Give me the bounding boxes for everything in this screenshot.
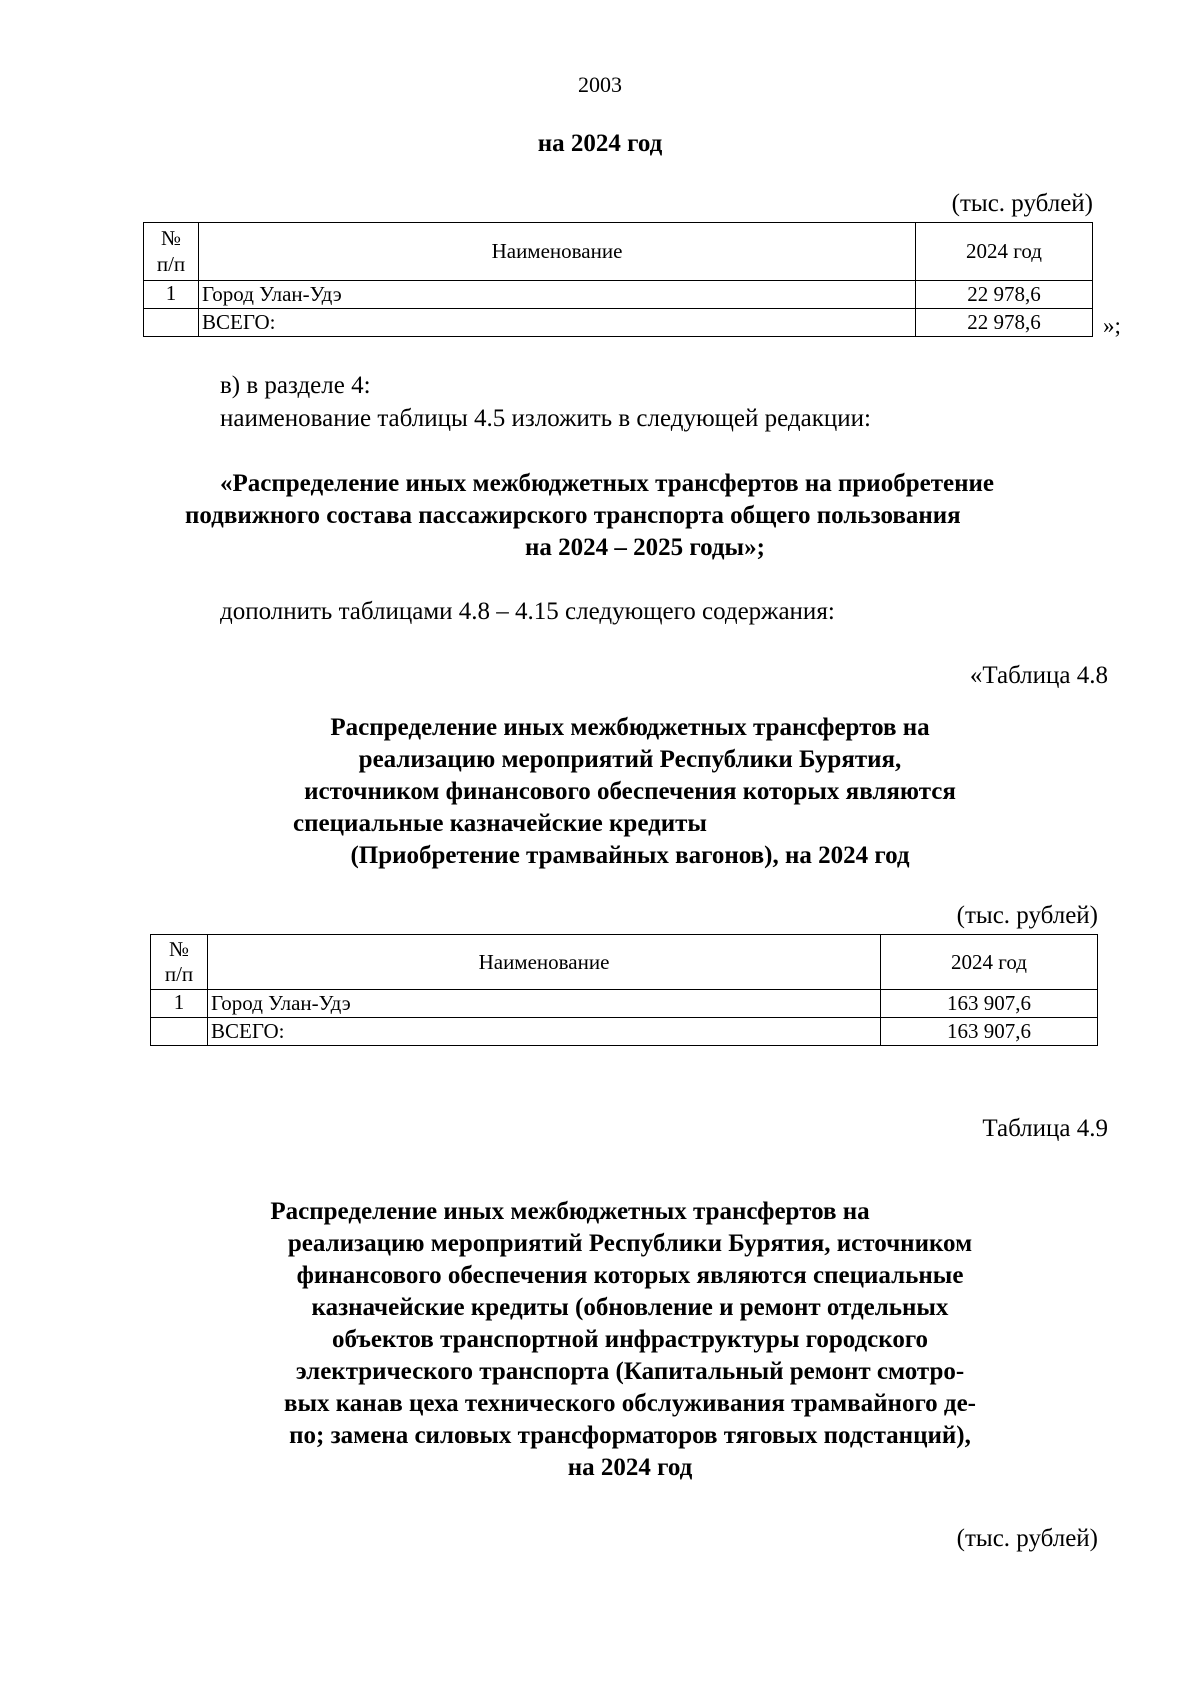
row-num: 1 bbox=[151, 990, 208, 1018]
title-line: (Приобретение трамвайных вагонов), на 2024 год bbox=[350, 842, 910, 869]
header-name: Наименование bbox=[199, 223, 916, 281]
units-label-top: (тыс. рублей) bbox=[951, 190, 1093, 217]
title-line: источником финансового обеспечения которых являются bbox=[304, 778, 956, 805]
title-line: реализацию мероприятий Республики Бурятия, bbox=[358, 746, 902, 773]
table-4-8-label: «Таблица 4.8 bbox=[969, 662, 1108, 689]
row-num bbox=[144, 309, 199, 337]
header-name: Наименование bbox=[208, 935, 881, 990]
title-line: Распределение иных межбюджетных трансфертов на bbox=[330, 714, 930, 741]
row-value: 163 907,6 bbox=[881, 990, 1098, 1018]
section-heading: на 2024 год bbox=[537, 130, 663, 157]
amendment-line-3: дополнить таблицами 4.8 – 4.15 следующего содержания: bbox=[220, 598, 835, 625]
allocation-table-top bbox=[143, 222, 1093, 337]
table-4-9-label: Таблица 4.9 bbox=[982, 1115, 1108, 1142]
table-4-9-title bbox=[0, 1196, 1200, 1484]
row-value: 22 978,6 bbox=[916, 281, 1093, 309]
amendment-line-2: наименование таблицы 4.5 изложить в следующей редакции: bbox=[220, 405, 871, 432]
quoted-title-line: подвижного состава пассажирского транспорта общего пользования bbox=[185, 502, 961, 529]
row-value: 22 978,6 bbox=[916, 309, 1093, 337]
title-line: реализацию мероприятий Республики Бурятия, источником bbox=[287, 1230, 973, 1257]
header-num bbox=[144, 223, 199, 281]
quoted-title-line: на 2024 – 2025 годы»; bbox=[525, 534, 765, 561]
title-line: по; замена силовых трансформаторов тяговых подстанций), bbox=[289, 1422, 971, 1449]
row-value: 163 907,6 bbox=[881, 1018, 1098, 1046]
header-num-text: п/п bbox=[156, 251, 186, 276]
title-line: электрического транспорта (Капитальный ремонт смотро- bbox=[295, 1358, 965, 1385]
header-num-text: п/п bbox=[164, 962, 194, 986]
row-name: ВСЕГО: bbox=[208, 1018, 881, 1046]
row-name: Город Улан-Удэ bbox=[199, 281, 916, 309]
row-name: ВСЕГО: bbox=[199, 309, 916, 337]
quoted-title bbox=[0, 468, 1200, 564]
table-row bbox=[151, 990, 1098, 1018]
header-year: 2024 год bbox=[916, 223, 1093, 281]
row-num bbox=[151, 1018, 208, 1046]
units-label-4-8: (тыс. рублей) bbox=[956, 902, 1098, 929]
title-line: Распределение иных межбюджетных трансфертов на bbox=[270, 1198, 870, 1225]
title-line: казначейские кредиты (обновление и ремонт отдельных bbox=[311, 1294, 949, 1321]
header-year: 2024 год bbox=[881, 935, 1098, 990]
title-line: на 2024 год bbox=[567, 1454, 693, 1481]
title-line: объектов транспортной инфраструктуры городского bbox=[331, 1326, 929, 1353]
table-row bbox=[151, 1018, 1098, 1046]
units-label-4-9: (тыс. рублей) bbox=[956, 1525, 1098, 1552]
row-num: 1 bbox=[144, 281, 199, 309]
table-4-8-title bbox=[0, 712, 1200, 872]
page-number: 2003 bbox=[578, 72, 622, 97]
table-row bbox=[144, 281, 1093, 309]
amendment-line-1: в) в разделе 4: bbox=[220, 372, 371, 399]
title-line: специальные казначейские кредиты bbox=[293, 810, 707, 837]
header-num bbox=[151, 935, 208, 990]
allocation-table-4-8 bbox=[150, 934, 1098, 1046]
title-line: вых канав цеха технического обслуживания трамвайного де- bbox=[284, 1390, 976, 1417]
title-line: финансового обеспечения которых являются специальные bbox=[296, 1262, 964, 1289]
row-name: Город Улан-Удэ bbox=[208, 990, 881, 1018]
quoted-title-line: «Распределение иных межбюджетных трансфертов на приобретение bbox=[220, 470, 994, 497]
closing-quote-mark: »; bbox=[1103, 313, 1121, 338]
header-num-symbol: № bbox=[168, 936, 190, 961]
header-num-symbol: № bbox=[160, 226, 182, 251]
table-row bbox=[144, 309, 1093, 337]
